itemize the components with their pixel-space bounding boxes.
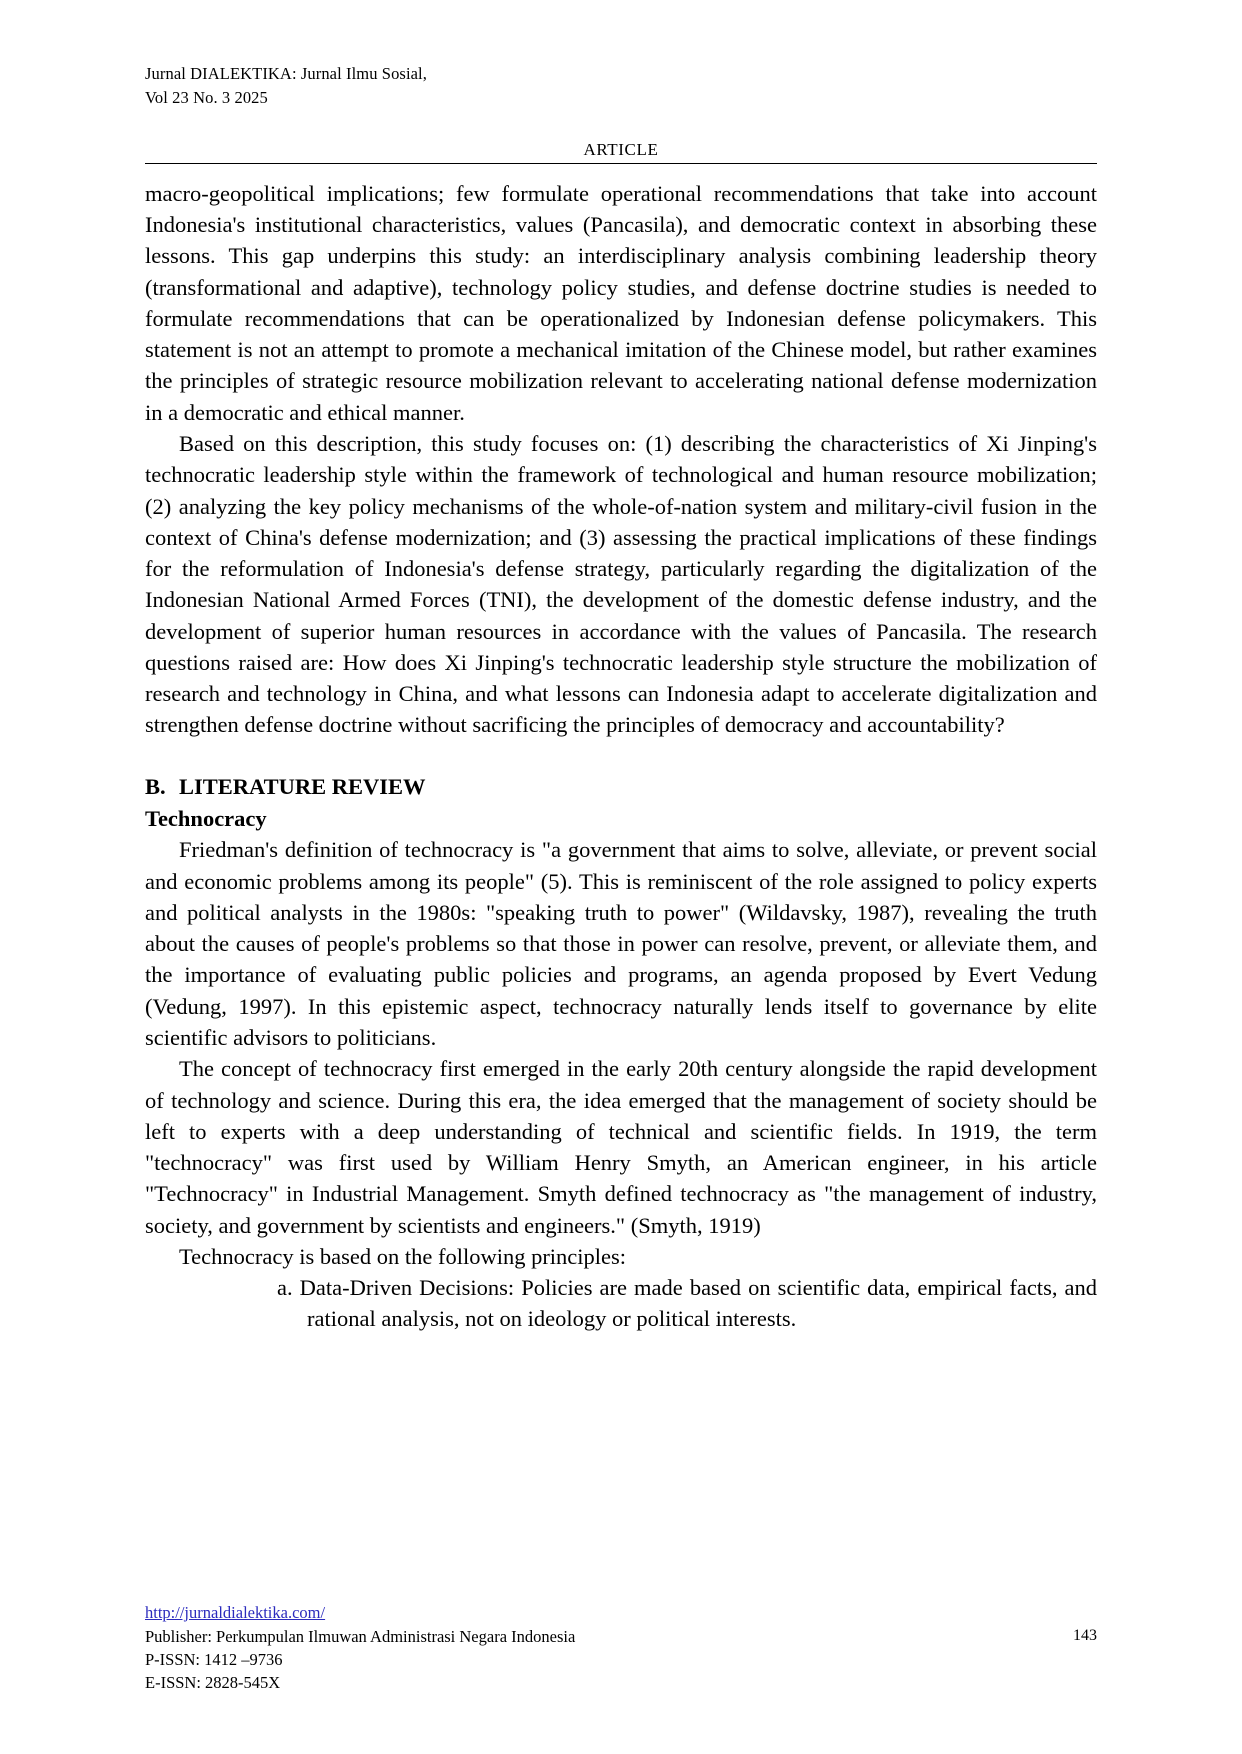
journal-header [145, 62, 1097, 110]
section-number: B. [145, 773, 166, 799]
page-footer [145, 1603, 1097, 1694]
subsection-heading-technocracy: Technocracy [145, 806, 267, 831]
journal-title: Jurnal DIALEKTIKA: Jurnal Ilmu Sosial, [145, 64, 427, 83]
footer-publisher-info [145, 1625, 575, 1694]
p-issn-line: P-ISSN: 1412 –9736 [145, 1649, 283, 1669]
principles-list [145, 1272, 1097, 1335]
section-heading-literature-review [145, 772, 1097, 802]
article-label: ARTICLE [583, 139, 659, 159]
paragraph-friedman-definition: Friedman's definition of technocracy is "a government that aims to solve, alleviate, or prevent social and economic problems among its people" (5). This is reminiscent of the role assigned to policy experts and political analysts in the 1980s: "speaking truth to power" (Wildavsky, 1987), revealing the truth about the causes of people's problems so that those in power can resolve, prevent, or alleviate them, and the importance of evaluating public policies and programs, an agenda proposed by Evert Vedung (Vedung, 1997). In this epistemic aspect, technocracy naturally lends itself to governance by elite scientific advisors to politicians. [145, 837, 1097, 1050]
list-item: a. Data-Driven Decisions: Policies are made based on scientific data, empirical facts, and rational analysis, not on ideology or political interests. [277, 1275, 1097, 1332]
page-number: 143 [1073, 1626, 1097, 1644]
e-issn-line: E-ISSN: 2828-545X [145, 1672, 281, 1692]
journal-url-link[interactable]: http://jurnaldialektika.com/ [145, 1602, 326, 1622]
publisher-line: Publisher: Perkumpulan Ilmuwan Administrasi Negara Indonesia [145, 1626, 576, 1646]
paragraph-principles-intro: Technocracy is based on the following principles: [179, 1243, 627, 1269]
paragraph-study-focus: Based on this description, this study focuses on: (1) describing the characteristics of Xi Jinping's technocratic leadership style within the framework of technological and human resource mobilization; (2) analyzing the key policy mechanisms of the whole-of-nation system and military-civil fusion in the context of China's defense modernization; and (3) assessing the practical implications of these findings for the reformulation of Indonesia's defense strategy, particularly regarding the digitalization of the Indonesian National Armed Forces (TNI), the development of the domestic defense industry, and the development of superior human resources in accordance with the values of Pancasila. The research questions raised are: How does Xi Jinping's technocratic leadership style structure the mobilization of research and technology in China, and what lessons can Indonesia adapt to accelerate digitalization and strengthen defense doctrine without sacrificing the principles of democracy and accountability? [145, 430, 1097, 738]
header-divider [145, 163, 1097, 164]
section-title: LITERATURE REVIEW [179, 773, 426, 799]
page-content [145, 62, 1097, 1335]
paragraph-technocracy-history: The concept of technocracy first emerged in the early 20th century alongside the rapid development of technology and science. During this era, the idea emerged that the management of society should be left to experts with a deep understanding of technical and scientific fields. In 1919, the term "technocracy" was first used by William Henry Smyth, an American engineer, in his article "Technocracy" in Industrial Management. Smyth defined technocracy as "the management of industry, society, and government by scientists and engineers." (Smyth, 1919) [145, 1056, 1097, 1238]
footer-row [145, 1625, 1097, 1694]
journal-volume: Vol 23 No. 3 2025 [145, 87, 268, 107]
paragraph-continuation: macro-geopolitical implications; few formulate operational recommendations that take into account Indonesia's institutional characteristics, values (Pancasila), and democratic context in absorbing these lessons. This gap underpins this study: an interdisciplinary analysis combining leadership theory (transformational and adaptive), technology policy studies, and defense doctrine studies is needed to formulate recommendations that can be operationalized by Indonesian defense policymakers. This statement is not an attempt to promote a mechanical imitation of the Chinese model, but rather examines the principles of strategic resource mobilization relevant to accelerating national defense modernization in a democratic and ethical manner. [145, 180, 1097, 425]
